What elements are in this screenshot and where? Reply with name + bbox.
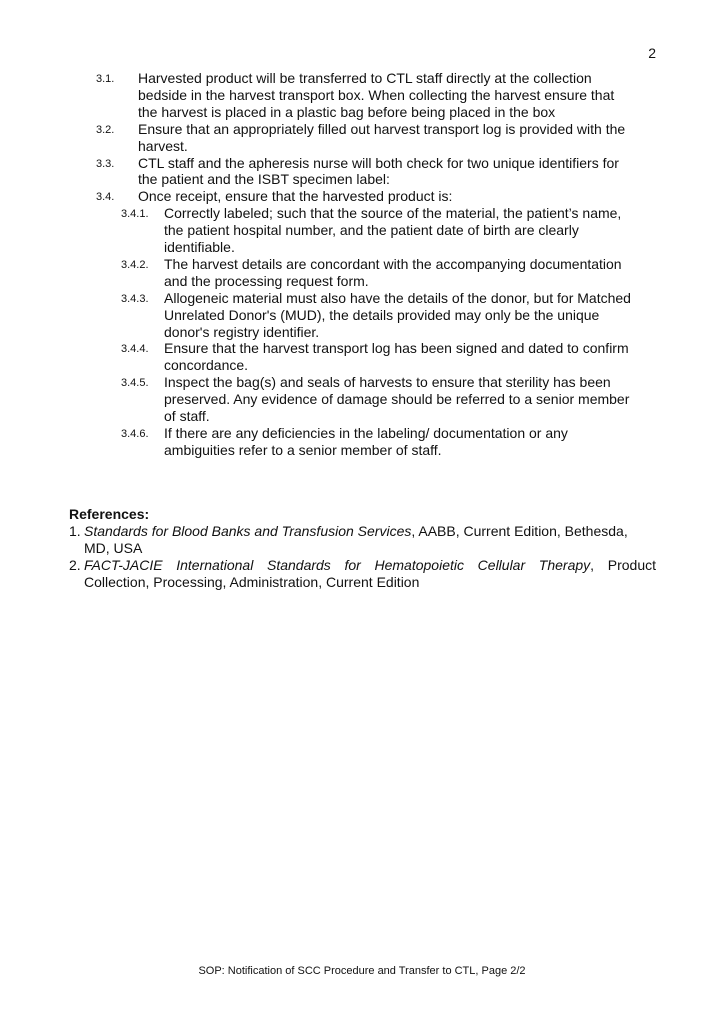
reference-details-cont: MD, USA — [84, 540, 143, 556]
item-text-line: bedside in the harvest transport box. When collecting the harvest ensure that — [138, 86, 615, 103]
item-text-line: Unrelated Donor's (MUD), the details provided may only be the unique — [164, 306, 600, 323]
item-text-line: the patient hospital number, and the patient date of birth are clearly — [164, 222, 579, 239]
item-text-line: of staff. — [164, 408, 210, 424]
item-number: 3.4.6. — [121, 427, 149, 440]
page-number: 2 — [648, 45, 656, 61]
reference-2 — [69, 557, 81, 574]
item-text-line: the harvest is placed in a plastic bag before being placed in the box — [138, 103, 556, 120]
item-text-line: Correctly labeled; such that the source of the material, the patient’s name, — [164, 205, 622, 222]
item-text-line: ambiguities refer to a senior member of staff. — [164, 441, 442, 458]
item-text-line: CTL staff and the apheresis nurse will both check for two unique identifiers for — [138, 154, 619, 171]
item-number: 3.4. — [96, 191, 115, 204]
reference-title: FACT-JACIE International Standards for Hematopoietic Cellular Therapy — [84, 557, 591, 573]
item-text-line: preserved. Any evidence of damage should be referred to a senior member — [164, 391, 630, 408]
reference-1 — [69, 523, 81, 540]
item-text-line: concordance. — [164, 357, 249, 374]
reference-number: 1. — [69, 523, 81, 539]
item-number: 3.4.1. — [121, 208, 149, 221]
item-number: 3.2. — [96, 123, 115, 136]
reference-number: 2. — [69, 557, 81, 573]
item-text-line: Once receipt, ensure that the harvested product is: — [138, 188, 453, 205]
item-text-line: the patient and the ISBT specimen label: — [138, 171, 390, 188]
item-text-line: Allogeneic material must also have the details of the donor, but for Matched — [164, 289, 631, 306]
item-text-line: Harvested product will be transferred to CTL staff directly at the collection — [138, 70, 592, 86]
item-number: 3.4.2. — [121, 258, 149, 271]
item-text-line: The harvest details are concordant with the accompanying documentation — [164, 255, 622, 272]
item-text-line: Ensure that the harvest transport log has been signed and dated to confirm — [164, 340, 629, 357]
reference-details-cont: Collection, Processing, Administration, Current Edition — [84, 574, 420, 590]
item-text-line: identifiable. — [164, 239, 235, 255]
reference-2-text — [84, 557, 656, 591]
reference-1-text — [84, 523, 656, 557]
item-number: 3.1. — [96, 73, 115, 85]
item-text-line: and the processing request form. — [164, 272, 369, 289]
reference-details: , AABB, Current Edition, Bethesda, — [411, 523, 628, 539]
reference-details: , Product — [590, 557, 656, 573]
item-number: 3.4.3. — [121, 292, 149, 305]
item-text-line: Inspect the bag(s) and seals of harvests to ensure that sterility has been — [164, 374, 611, 391]
item-number: 3.4.5. — [121, 377, 149, 390]
item-text-line: donor's registry identifier. — [164, 323, 320, 340]
item-number: 3.3. — [96, 157, 115, 170]
item-text-line: If there are any deficiencies in the labeling/ documentation or any — [164, 424, 568, 441]
page-footer: SOP: Notification of SCC Procedure and Transfer to CTL, Page 2/2 — [198, 965, 526, 977]
item-text-line: Ensure that an appropriately filled out harvest transport log is provided with the — [138, 120, 626, 137]
item-text-line: harvest. — [138, 137, 188, 154]
reference-title: Standards for Blood Banks and Transfusion Services — [84, 523, 412, 539]
item-number: 3.4.4. — [121, 343, 149, 356]
references-heading: References: — [69, 506, 150, 522]
